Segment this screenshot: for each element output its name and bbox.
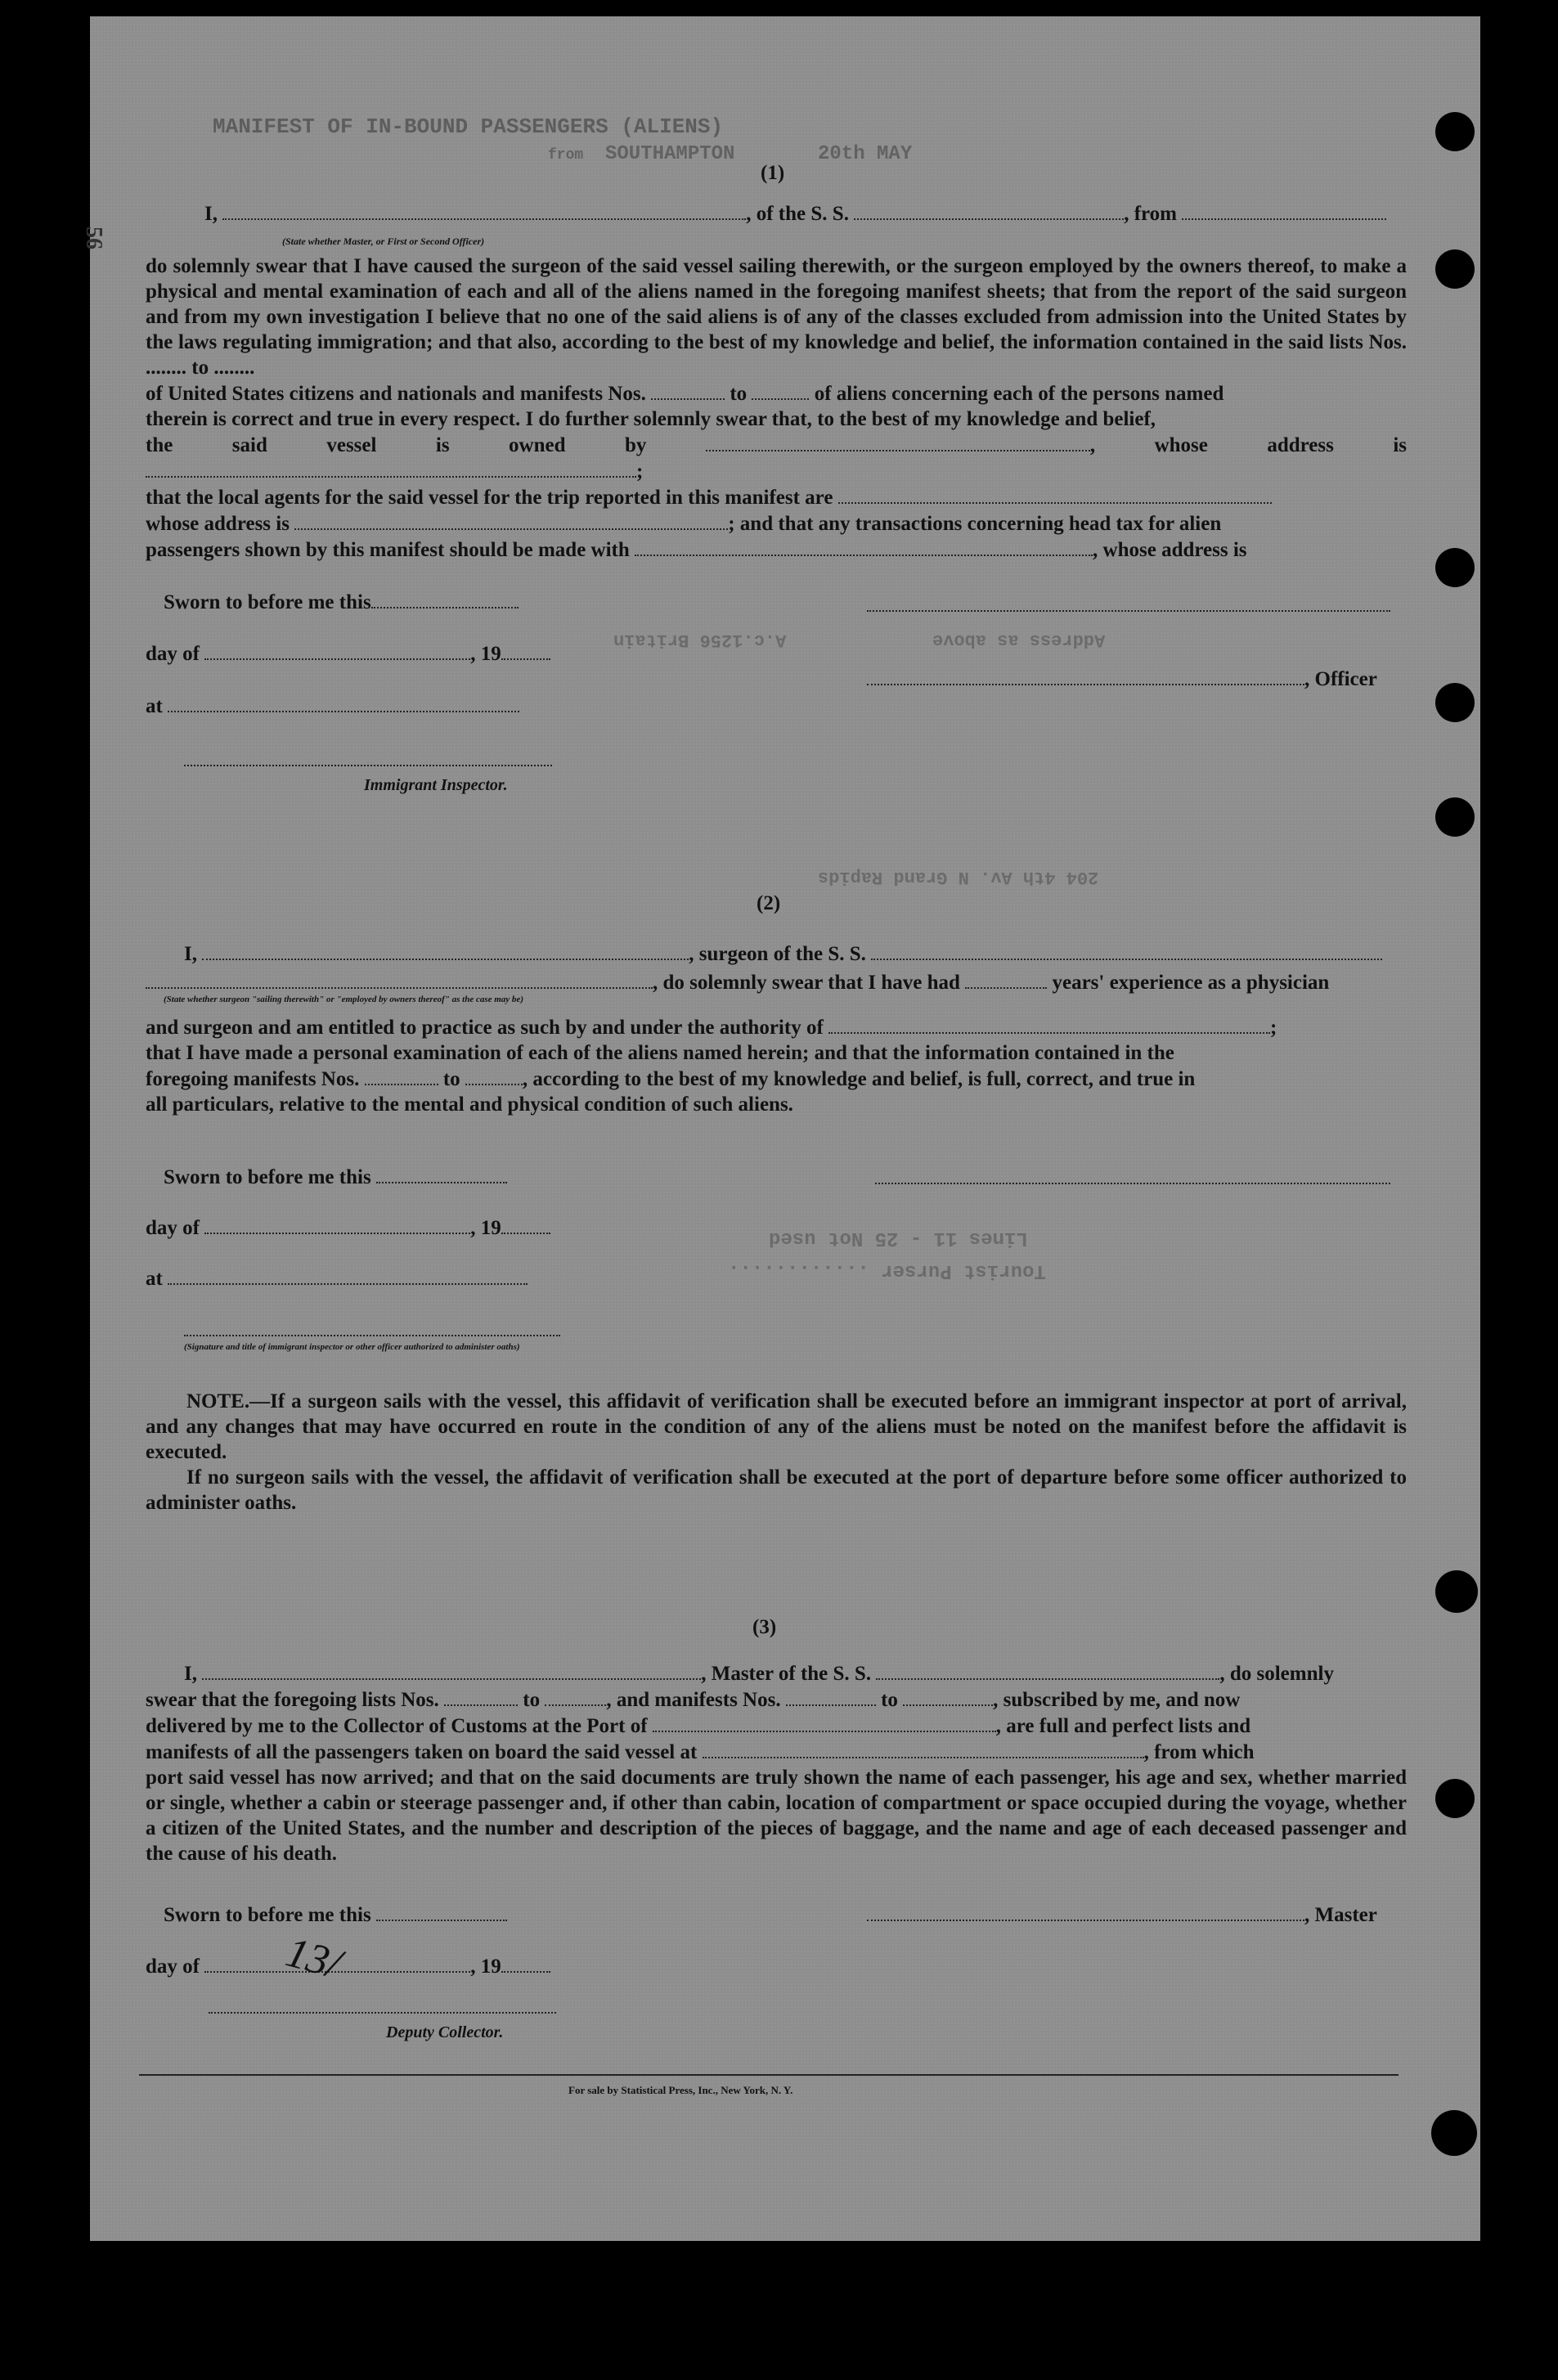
handwritten-mark: 13/ <box>281 1929 346 1988</box>
section-1-master-note: (State whether Master, or First or Second Officer) <box>282 236 485 247</box>
footer-rule <box>139 2074 1399 2076</box>
section-2-line-1: I, , surgeon of the S. S. <box>184 941 1382 967</box>
officer-line: , Officer <box>867 666 1377 692</box>
manifest-header-title: MANIFEST OF IN-BOUND PASSENGERS (ALIENS) <box>213 115 724 139</box>
bleed-through-text: Tourist Purser ............ <box>728 1260 1046 1282</box>
section-2-line-2: , do solemnly swear that I have had years' experience as a physician <box>146 969 1329 995</box>
section-2-surgeon-note: (State whether surgeon "sailing therewith" or "employed by owners thereof" as the case may be) <box>164 995 523 1004</box>
punch-hole <box>1435 1779 1475 1818</box>
printer-footer: For sale by Statistical Press, Inc., New York, N. Y. <box>568 2084 793 2096</box>
manifest-page <box>81 16 1480 2241</box>
margin-number: 56 <box>81 227 106 249</box>
section-1-number: (1) <box>761 162 785 184</box>
punch-hole <box>1431 2110 1477 2156</box>
punch-hole <box>1435 1570 1478 1613</box>
punch-hole <box>1435 683 1475 722</box>
section-2-signature-note: (Signature and title of immigrant inspector or other officer authorized to administer oaths) <box>184 1342 520 1352</box>
section-3-number: (3) <box>752 1616 777 1638</box>
punch-hole <box>1435 797 1475 837</box>
section-1-day-of: day of , 19 <box>146 640 550 667</box>
signature-line <box>867 610 1390 612</box>
bleed-through-text: 204 4th Av. N Grand Rapids <box>818 867 1099 887</box>
section-3-sworn: Sworn to before me this <box>164 1902 507 1928</box>
signature-line <box>875 1183 1390 1184</box>
section-1-sworn: Sworn to before me this <box>164 589 519 615</box>
section-1-line-1: I, , of the S. S. , from <box>204 200 1386 227</box>
bleed-through-text: Lines 11 - 25 Not used <box>769 1227 1028 1249</box>
section-3-paragraph: swear that the foregoing lists Nos. to , and manifests Nos. to , subscribed by me, and now delivered by me to the Collector of Customs at the Port of , are full and perfect lists and manifests of all the passengers taken on board the said vessel at , from which port said vessel has now arrived; and that on the said documents are truly shown the name of each passenger, his age and sex, whether married or single, whether a cabin or steerage passenger and, if other than cabin, location of compartment or space occupied during the voyage, whether a citizen of the United States, and the number and description of the pieces of baggage, and the name and age of each deceased passenger and the cause of his death. <box>146 1686 1407 1866</box>
signature-line <box>184 1335 560 1336</box>
section-2-number: (2) <box>757 892 781 914</box>
bleed-through-text: A.c.1256 Britain <box>613 630 787 650</box>
manifest-header-date: 20th MAY <box>818 143 913 165</box>
note-paragraph-1: NOTE.—If a surgeon sails with the vessel, this affidavit of verification shall be executed before an immigrant inspector at port of arrival, and any changes that may have occurred en route in the condition of any of the aliens must be noted on the manifest before the affidavit is executed. <box>146 1390 1407 1463</box>
punch-hole <box>1435 548 1475 587</box>
section-2-at: at <box>146 1265 528 1291</box>
section-2-paragraph: and surgeon and am entitled to practice as such by and under the authority of ; that I have made a personal examination of each of the aliens named herein; and that the information contained in the foregoing manifests Nos. to , according to the best of my knowledge and belief, is full, correct, and true in all particulars, relative to the mental and physical condition of such aliens. <box>146 1014 1407 1117</box>
section-1-at: at <box>146 693 519 719</box>
section-2-day-of: day of , 19 <box>146 1215 550 1241</box>
signature-line <box>209 2012 556 2014</box>
note-paragraph-2: If no surgeon sails with the vessel, the affidavit of verification shall be executed at the port of departure before some officer authorized to administer oaths. <box>146 1466 1407 1514</box>
immigrant-inspector-label: Immigrant Inspector. <box>364 776 508 794</box>
punch-hole <box>1435 249 1475 289</box>
punch-hole <box>1435 112 1475 151</box>
manifest-header-from: from <box>548 147 584 164</box>
bleed-through-text: Address as above <box>932 630 1106 650</box>
section-3-line-1: I, , Master of the S. S. , do solemnly <box>184 1660 1334 1686</box>
section-1-paragraph: do solemnly swear that I have caused the surgeon of the said vessel sailing therewith, or the surgeon employed by the owners thereof, to make a physical and mental examination of each and all of the aliens named in the foregoing manifest sheets; that from the report of the said surgeon and from my own investigation I believe that no one of the said aliens is of any of the classes excluded from admission into the United States by the laws regulating immigration; and that also, according to the best of my knowledge and belief, the information contained in the said lists Nos. ........ to ........ of United States citizens and nationals and manifests Nos. to of aliens concerning each of the persons named therein is correct and true in every respect. I do further solemnly swear that, to the best of my knowledge and belief, the said vessel is owned by , whose address is ; that the local agents for the said vessel for the trip reported in this manifest are whose address is ; and that any transactions concerning head tax for alien passengers shown by this manifest should be made with , whose address is <box>146 255 1408 561</box>
deputy-collector-label: Deputy Collector. <box>386 2023 504 2041</box>
section-3-day-of: day of , 19 <box>146 1953 550 1979</box>
master-line: , Master <box>867 1902 1377 1928</box>
manifest-header-port: SOUTHAMPTON <box>605 143 735 165</box>
signature-line <box>184 765 552 766</box>
section-2-sworn: Sworn to before me this <box>164 1164 507 1190</box>
